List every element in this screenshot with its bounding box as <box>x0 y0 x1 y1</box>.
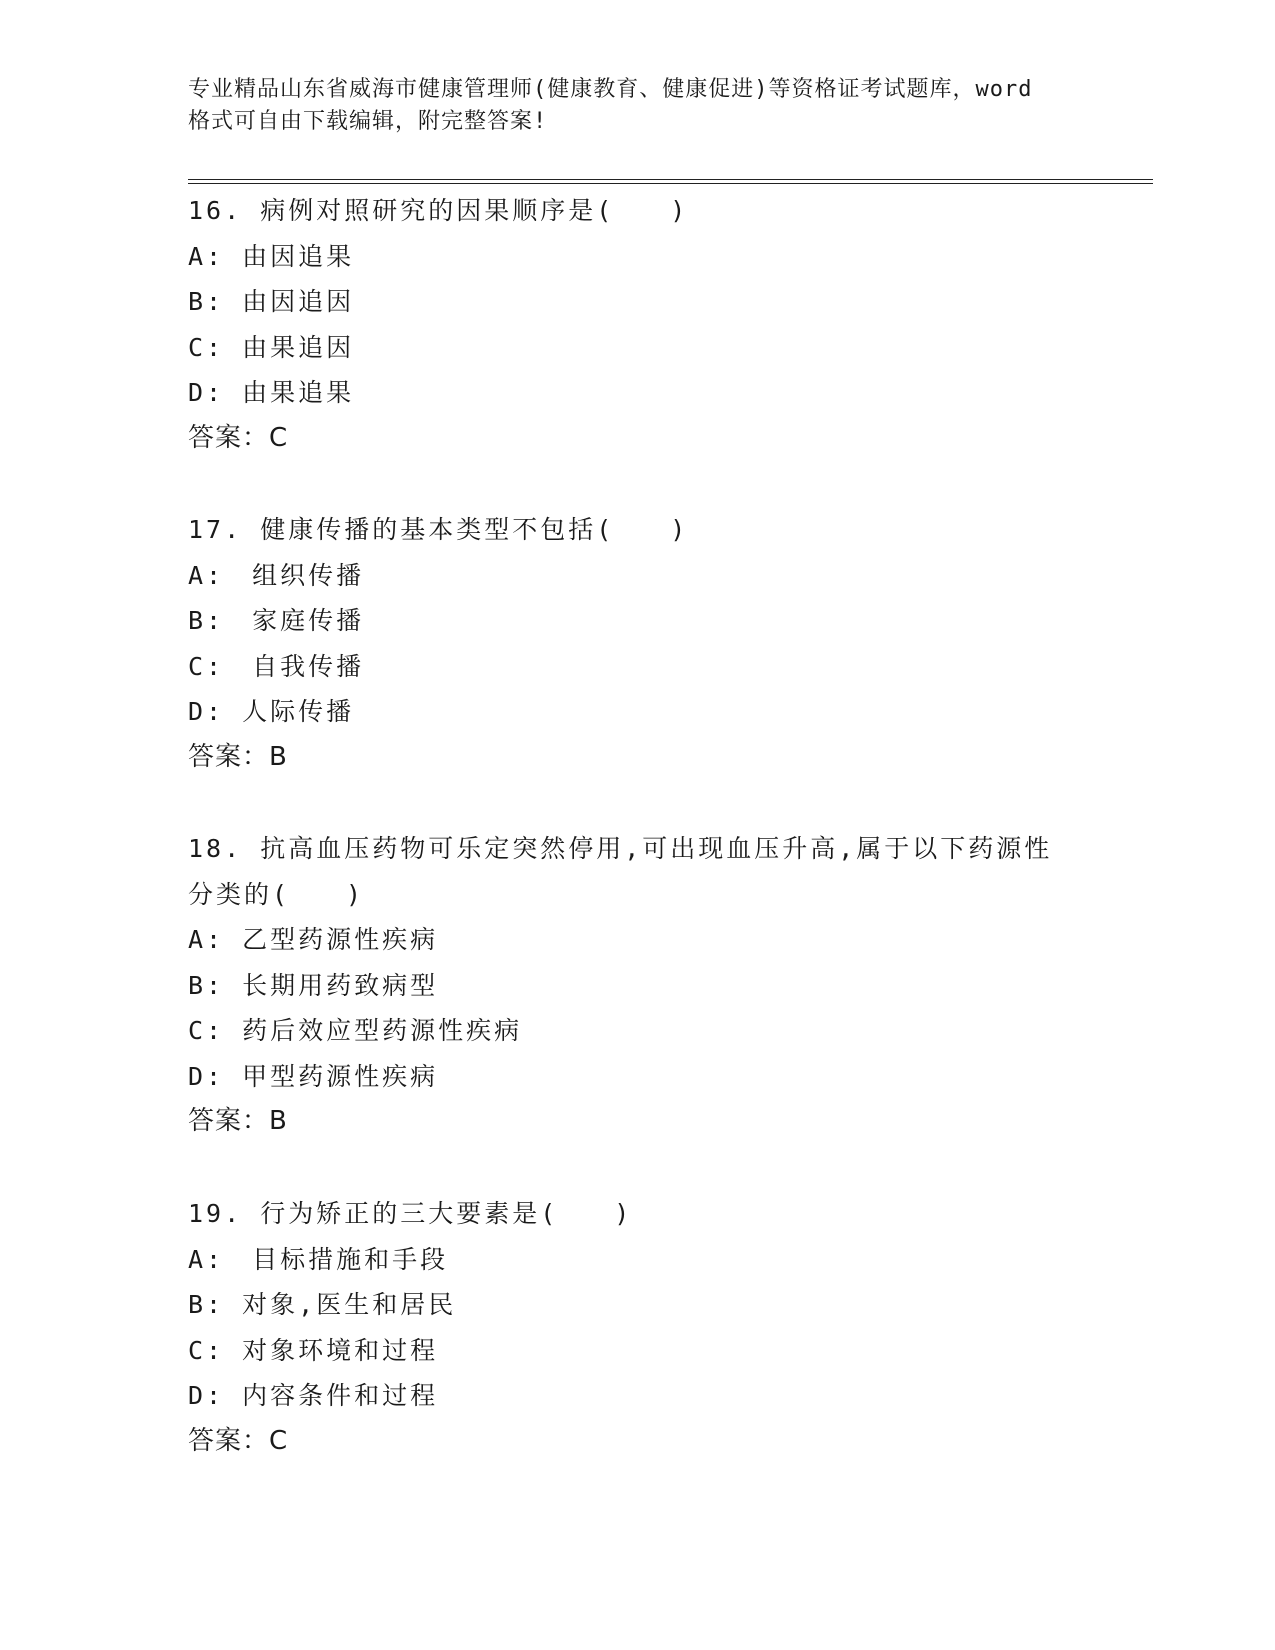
question-stem-line-2: 分类的( ) <box>188 879 365 909</box>
answer-label: 答案：C <box>188 1425 289 1456</box>
question-18 <box>188 826 1088 1145</box>
option-b: B: 由因追因 <box>188 287 355 316</box>
option-c: C: 由果追因 <box>188 332 355 362</box>
question-17 <box>188 507 1088 780</box>
option-d: D: 人际传播 <box>188 697 355 726</box>
answer-label: 答案：B <box>188 741 288 772</box>
question-stem: 16. 病例对照研究的因果顺序是( ) <box>188 196 689 225</box>
answer-label: 答案：B <box>188 1106 288 1136</box>
option-c: C: 对象环境和过程 <box>188 1335 439 1365</box>
option-a: A: 由因追果 <box>188 241 355 271</box>
question-stem-line-1: 18. 抗高血压药物可乐定突然停用,可出现血压升高,属于以下药源性 <box>188 834 1053 863</box>
option-b: B: 对象,医生和居民 <box>188 1290 457 1319</box>
option-a: A: 目标措施和手段 <box>188 1244 449 1274</box>
question-16 <box>188 188 1088 461</box>
header-line-1: 专业精品山东省威海市健康管理师(健康教育、健康促进)等资格证考试题库，word <box>188 77 1033 102</box>
question-19 <box>188 1191 1088 1464</box>
document-header <box>188 74 1088 138</box>
header-divider-top <box>188 179 1153 180</box>
option-b: B: 家庭传播 <box>188 606 365 635</box>
option-d: D: 内容条件和过程 <box>188 1381 439 1410</box>
option-b: B: 长期用药致病型 <box>188 970 439 1000</box>
header-line-2: 格式可自由下载编辑，附完整答案! <box>188 109 548 134</box>
question-stem: 19. 行为矫正的三大要素是( ) <box>188 1199 633 1228</box>
option-d: D: 甲型药源性疾病 <box>188 1061 439 1091</box>
option-a: A: 乙型药源性疾病 <box>188 925 439 954</box>
option-a: A: 组织传播 <box>188 560 365 590</box>
option-d: D: 由果追果 <box>188 378 355 407</box>
option-c: C: 自我传播 <box>188 651 365 681</box>
answer-label: 答案：C <box>188 422 289 453</box>
header-divider-bottom <box>188 183 1153 184</box>
question-stem: 17. 健康传播的基本类型不包括( ) <box>188 515 689 544</box>
option-c: C: 药后效应型药源性疾病 <box>188 1016 523 1045</box>
